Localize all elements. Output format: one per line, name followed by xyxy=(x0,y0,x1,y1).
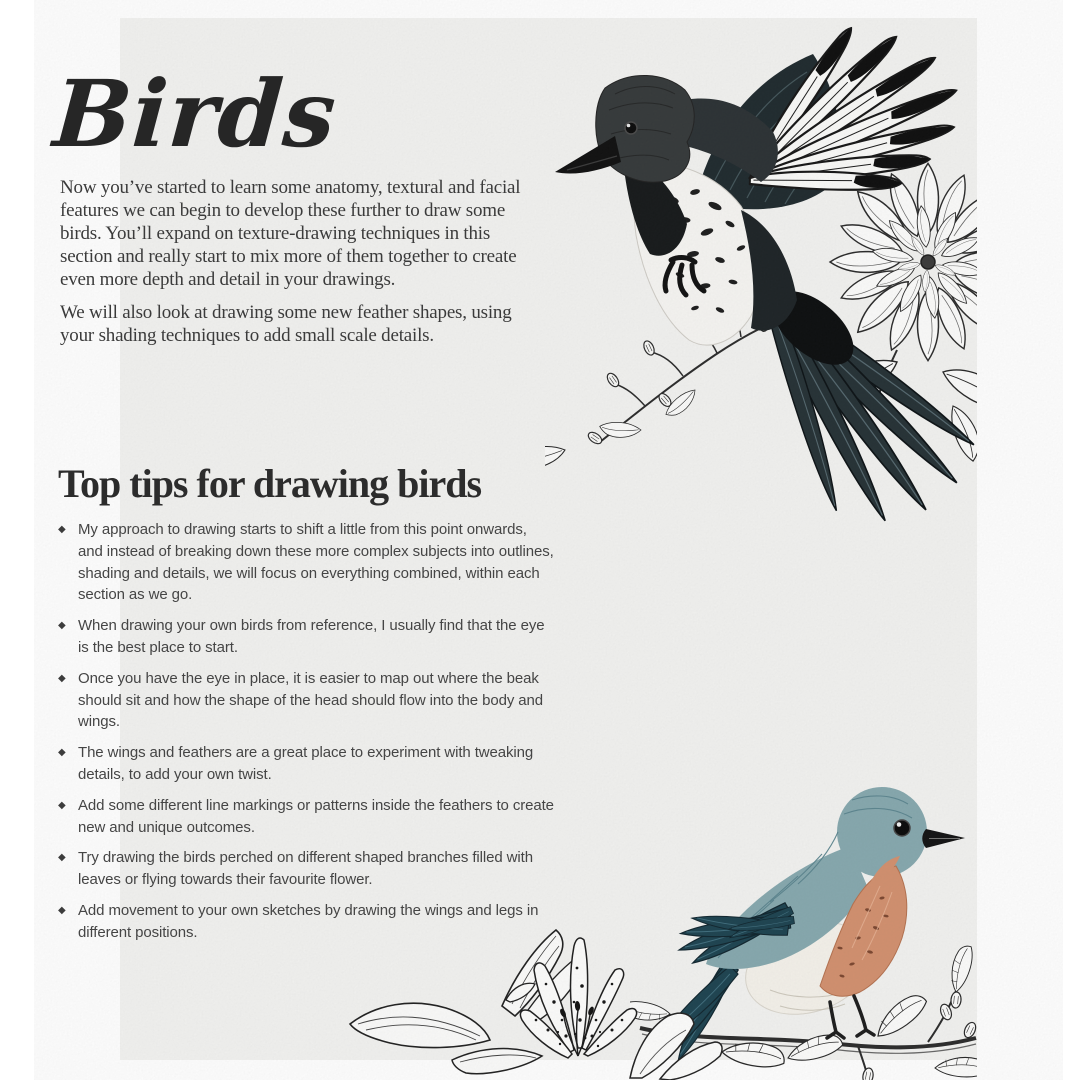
diamond-bullet-icon: ◆ xyxy=(58,904,66,916)
diamond-bullet-icon: ◆ xyxy=(58,672,66,684)
diamond-bullet-icon: ◆ xyxy=(58,524,66,535)
list-item xyxy=(58,519,554,606)
list-item xyxy=(58,615,554,659)
section-heading: Top tips for drawing birds xyxy=(58,461,482,506)
bullet-text: The wings and feathers are a great place to experiment with tweaking details, to add your own twist. xyxy=(78,744,534,783)
tips-list xyxy=(58,519,554,944)
diamond-bullet-icon: ◆ xyxy=(58,620,66,632)
bullet-text: Add some different line markings or patterns inside the feathers to create new and unique outcomes. xyxy=(78,796,554,836)
intro-paragraph: Now you’ve started to learn some anatomy, textural and facial features we can begin to develop these further to draw some birds. You’ll expand on texture-drawing techniques in this section and really start to mix more of them together to create even more depth and detail in your drawings. xyxy=(60,177,521,290)
list-item xyxy=(58,795,554,839)
list-item xyxy=(58,847,554,891)
intro-text xyxy=(60,176,530,357)
bullet-text: Once you have the eye in place, it is easier to map out where the beak should sit and how the shape of the head should flow into the body and wings. xyxy=(78,669,544,731)
bullet-text: Try drawing the birds perched on different shaped branches filled with leaves or flying towards their favourite flower. xyxy=(78,849,533,889)
bullet-text: When drawing your own birds from reference, I usually find that the eye is the best place to start. xyxy=(78,617,545,656)
list-item xyxy=(58,668,554,733)
list-item xyxy=(58,742,554,786)
tips-section xyxy=(58,462,558,953)
intro-paragraph: We will also look at drawing some new feather shapes, using your shading techniques to add small scale details. xyxy=(60,302,512,346)
bullet-text: Add movement to your own sketches by drawing the wings and legs in different positions. xyxy=(78,901,539,941)
list-item xyxy=(58,900,554,944)
diamond-bullet-icon: ◆ xyxy=(58,799,66,811)
diamond-bullet-icon: ◆ xyxy=(58,747,66,759)
diamond-bullet-icon: ◆ xyxy=(58,852,66,864)
page-title: Birds xyxy=(50,60,341,168)
bullet-text: My approach to drawing starts to shift a little from this point onwards, and instead of breaking down these more complex subjects into outlines, shading and details, we will focus on everything combined, within each section as we go. xyxy=(78,521,554,604)
